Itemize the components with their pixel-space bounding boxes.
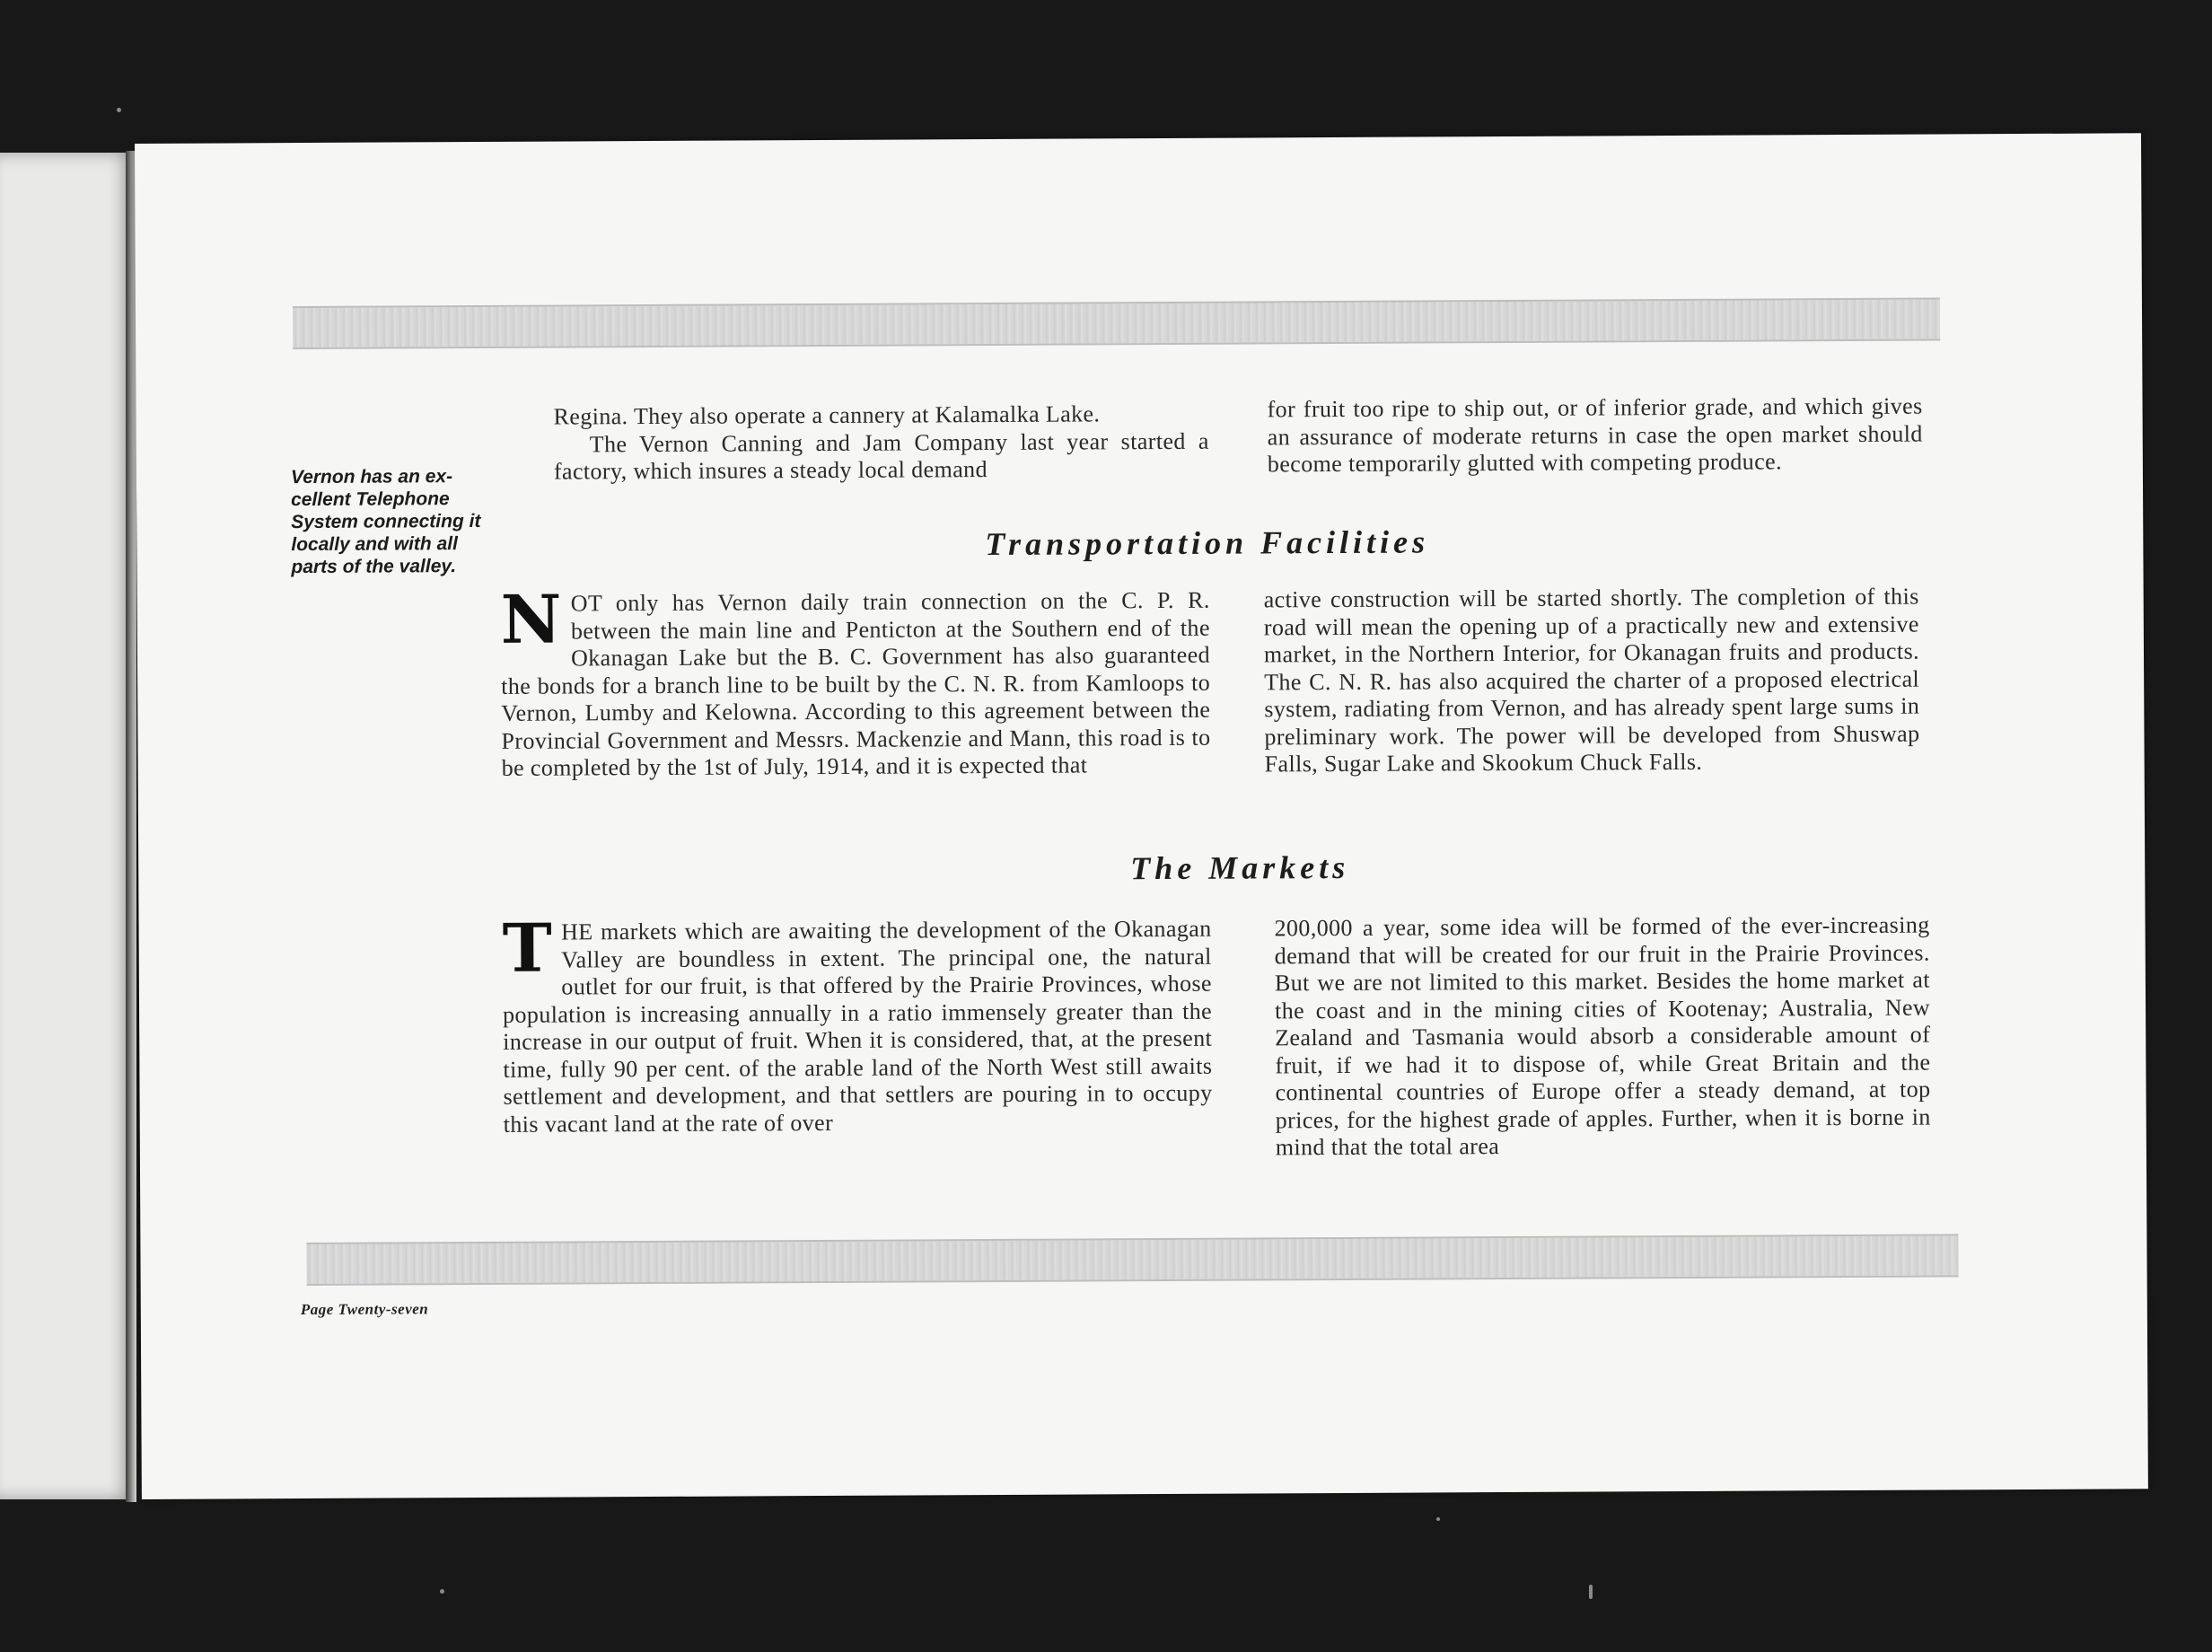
book-spine [126, 151, 136, 1502]
markets-column-right [1275, 912, 1931, 1162]
sidenote-line: System connecting it [291, 510, 481, 533]
facing-page-edge [0, 153, 135, 1499]
markets-paragraph-1: HE markets which are awaiting the development of the Okanagan Valley are boundless in extent. The principal one, the natural outlet for our fruit, is that offered by the Prairie Provinces, whose population is increasing annually in a ratio immensely greater than the increase in our output of fruit. When it is considered, that, at the present time, fully 90 per cent. of the arable land of the North West still awaits settlement and development, and that settlers are pouring in to occupy this vacant land at the rate of over [503, 915, 1213, 1138]
page-number: Page Twenty-seven [300, 1300, 429, 1319]
book-page [135, 133, 2148, 1499]
bottom-decorative-band [306, 1234, 1958, 1286]
sidenote [291, 465, 516, 578]
intro-paragraph-2: The Vernon Canning and Jam Company last year started a factory, which insures a steady local demand [553, 427, 1209, 485]
sidenote-line: locally and with all [291, 533, 458, 556]
dust-speck [440, 1589, 444, 1594]
dropcap-n: N [500, 581, 563, 659]
transportation-heading: Transportation Facilities [985, 523, 1430, 563]
intro-column-left [554, 400, 1209, 486]
sidenote-line: parts of the valley. [291, 556, 457, 578]
dust-speck [117, 108, 121, 112]
transportation-paragraph-1: OT only has Vernon daily train connection on the C. P. R. between the main line and Penticton at the Southern end of the Okanagan Lake but the B. C. Government has also guaranteed the bonds for a branch line to be built by the C. N. R. from Kamloops to Vernon, Lumby and Kelowna. According to this agreement between the Provincial Government and Messrs. Mackenzie and Mann, this road is to be completed by the 1st of July, 1914, and it is expected that [501, 586, 1211, 781]
markets-heading: The Markets [1130, 848, 1350, 887]
sidenote-line: cellent Telephone [291, 488, 450, 511]
intro-paragraph-1: Regina. They also operate a cannery at Kalamalka Lake. [553, 400, 1101, 430]
transportation-column-right [1264, 584, 1920, 778]
sidenote-line: Vernon has an ex- [290, 466, 453, 488]
top-decorative-band [293, 297, 1940, 349]
intro-paragraph-3: for fruit too ripe to ship out, or of inferior grade, and which gives an assurance of moderate returns in case the open market should become temporarily glutted with competing produce. [1267, 392, 1923, 478]
dropcap-t: T [502, 909, 553, 988]
transportation-paragraph-2: active construction will be started shortly. The completion of this road will mean the opening up of a practically new and extensive market, in the Northern Interior, for Okanagan fruits and products. The C. N. R. has also acquired the charter of a proposed electrical system, radiating from Vernon, and has already spent large sums in preliminary work. The power will be developed from Shuswap Falls, Sugar Lake and Skookum Chuck Falls. [1263, 583, 1920, 778]
intro-column-right [1267, 393, 1922, 479]
markets-paragraph-2: 200,000 a year, some idea will be formed of the ever-increasing demand that will be created for our fruit in the Prairie Provinces. But we are not limited to this market. Besides the home market at the coast and in the mining cities of Kootenay; Australia, New Zealand and Tasmania would absorb a considerable amount of fruit, if we had it to dispose of, while Great Britain and the continental countries of Europe offer a steady demand, at top prices, for the highest grade of apples. Further, when it is borne in mind that the total area [1274, 911, 1931, 1161]
dust-speck [1436, 1517, 1440, 1521]
markets-column-left [502, 909, 1213, 1138]
transportation-column-left [500, 581, 1211, 783]
dust-speck [1589, 1585, 1593, 1599]
